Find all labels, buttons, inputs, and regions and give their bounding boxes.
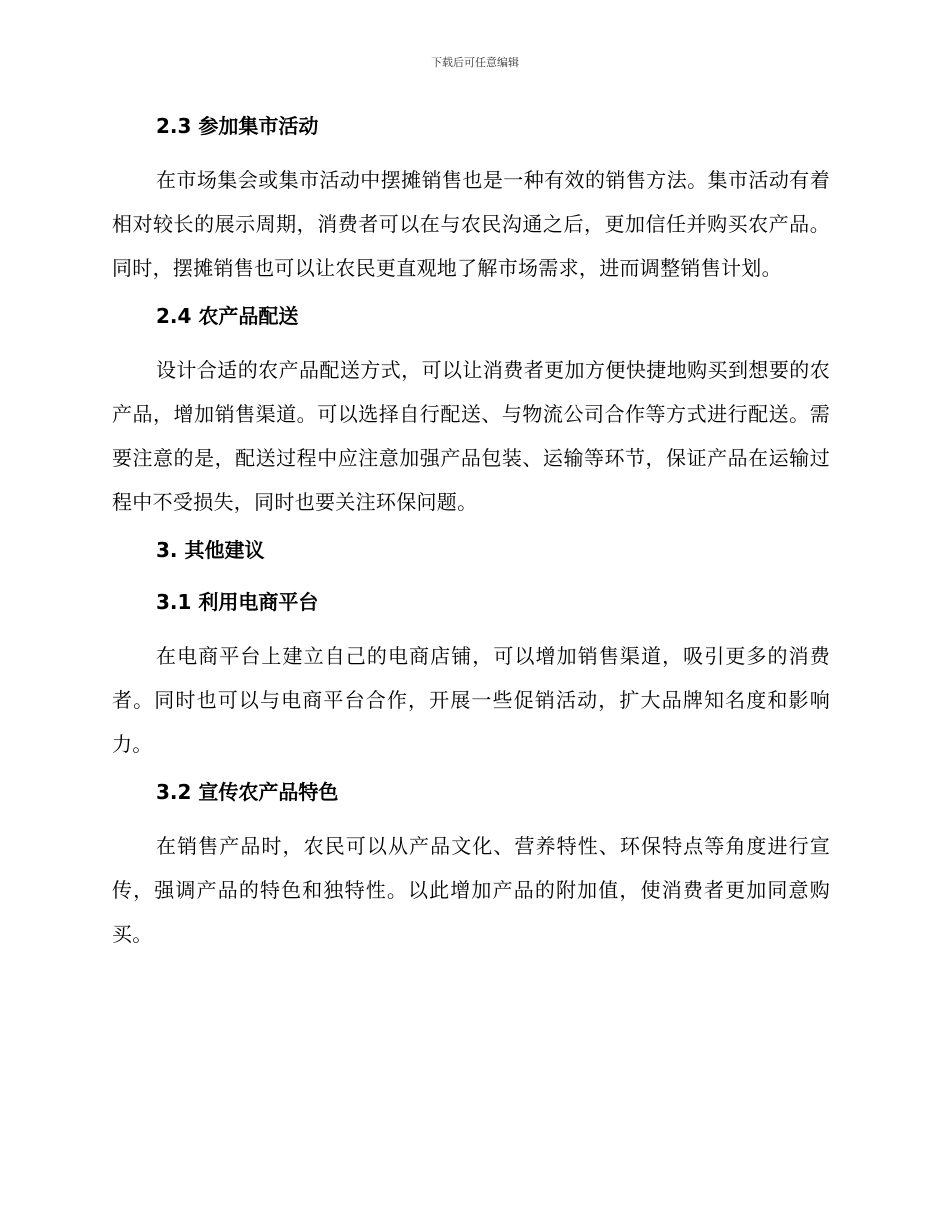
section-paragraph-2-4: 设计合适的农产品配送方式，可以让消费者更加方便快捷地购买到想要的农产品，增加销售渠道。可以选择自行配送、与物流公司合作等方式进行配送。需要注意的是，配送过程中应注意加强产品包装、运输等环节，保证产品在运输过程中不受损失，同时也要关注环保问题。 xyxy=(112,358,830,514)
section-paragraph-2-3: 在市场集会或集市活动中摆摊销售也是一种有效的销售方法。集市活动有着相对较长的展示周期，消费者可以在与农民沟通之后，更加信任并购买农产品。同时，摆摊销售也可以让农民更直观地了解市场需求，进而调整销售计划。 xyxy=(112,168,830,280)
section-heading-3: 3. 其他建议 xyxy=(156,538,265,562)
page-header-note: 下载后可任意编辑 xyxy=(431,56,519,69)
section-heading-2-3: 2.3 参加集市活动 xyxy=(156,114,319,138)
section-heading-3-1: 3.1 利用电商平台 xyxy=(156,590,319,614)
section-paragraph-3-1: 在电商平台上建立自己的电商店铺，可以增加销售渠道，吸引更多的消费者。同时也可以与电商平台合作，开展一些促销活动，扩大品牌知名度和影响力。 xyxy=(112,644,830,756)
section-heading-3-2: 3.2 宣传农产品特色 xyxy=(156,780,339,804)
section-paragraph-3-2: 在销售产品时，农民可以从产品文化、营养特性、环保特点等角度进行宣传，强调产品的特色和独特性。以此增加产品的附加值，使消费者更加同意购买。 xyxy=(112,834,830,946)
document-body xyxy=(112,110,830,956)
section-heading-2-4: 2.4 农产品配送 xyxy=(156,304,299,328)
